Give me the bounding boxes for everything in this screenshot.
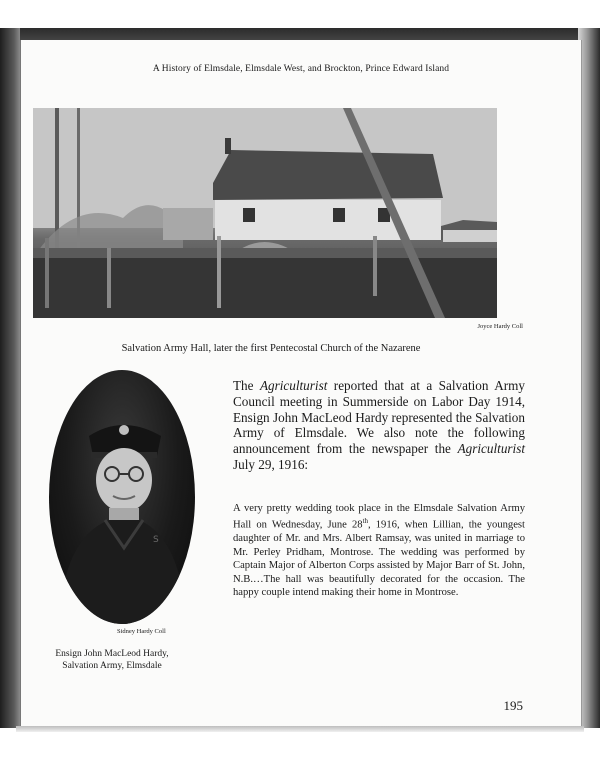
book-page [20, 40, 582, 728]
hall-photo-caption: Salvation Army Hall, later the first Pentecostal Church of the Nazarene [121, 343, 421, 354]
book-page-edge-bottom [16, 726, 584, 732]
portrait-caption-line-1: Ensign John MacLeod Hardy, [55, 649, 169, 659]
running-head: A History of Elmsdale, Elmsdale West, and Brockton, Prince Edward Island [152, 64, 450, 74]
salvation-army-hall-photo [33, 108, 497, 318]
intro-newspaper-title-2: Agriculturist [457, 441, 525, 457]
hall-photo-credit: Joyce Hardy Coll [477, 323, 523, 330]
announcement-text-1: A very pretty wedding took place in the Elmsdale Salvation Army Hall on Wednesday, June 28 [233, 503, 525, 531]
ensign-hardy-portrait [49, 370, 195, 624]
announcement-text-2: , 1916, when Lillian, the youngest daughter of Mr. and Mrs. Albert Ramsay, was united in marriage to Mr. Perley Pridham, Montrose. The wedding was performed by Captain Major of Alberton Corps assisted by Major Barr of St. John, N.B.…The hall was beautifully decorated for the occasion. The happy couple intend making their home in Montrose. [233, 519, 525, 598]
hall-photo-illustration [33, 108, 497, 318]
page-number: 195 [503, 698, 523, 713]
wedding-announcement [233, 502, 525, 599]
intro-text-1: The [233, 378, 260, 393]
portrait-caption [39, 648, 185, 672]
intro-newspaper-title-1: Agriculturist [259, 378, 328, 393]
portrait-illustration [49, 370, 195, 624]
intro-text-2: reported that at a Salvation Army Council meeting in Summerside on Labor Day 1914, Ensign John MacLeod Hardy represented the Salvation Army of Elmsdale. We also note the following announcement from the newspaper the [233, 378, 525, 457]
intro-paragraph [233, 378, 525, 473]
svg-text:S: S [153, 535, 159, 545]
intro-text-3: July 29, 1916: [233, 456, 309, 472]
portrait-photo-credit: Sidney Hardy Coll [117, 628, 166, 635]
book-binding-left [0, 28, 20, 728]
portrait-caption-line-2: Salvation Army, Elmsdale [62, 661, 162, 671]
announcement-ordinal-suffix: th [362, 517, 369, 526]
